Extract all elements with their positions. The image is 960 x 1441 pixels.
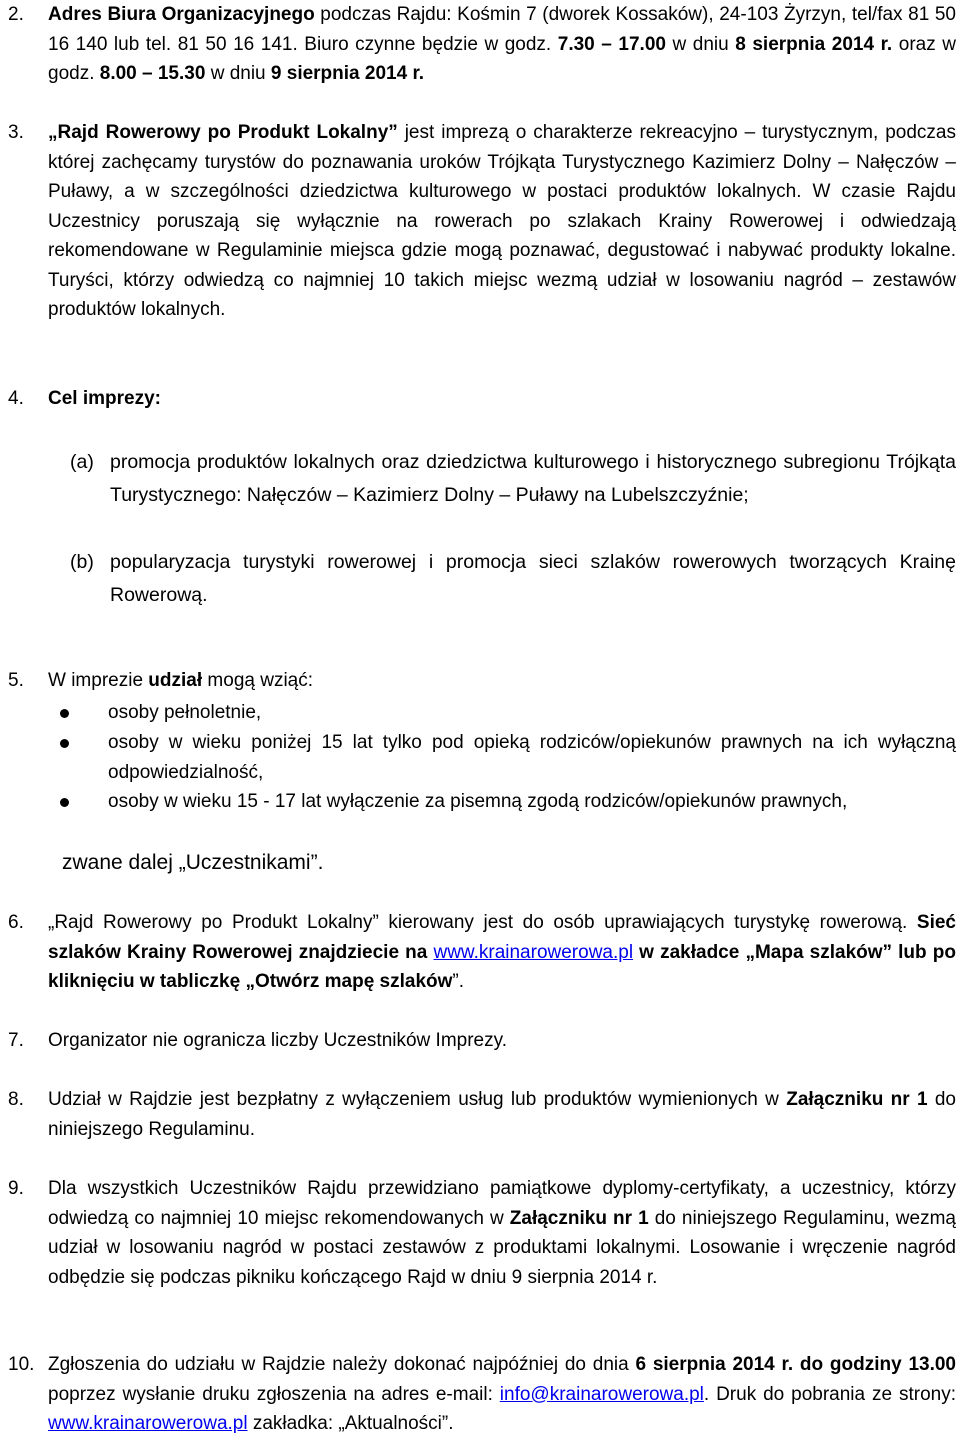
- item-number: 3.: [8, 122, 24, 143]
- sub-text: popularyzacja turystyki rowerowej i promocja sieci szlaków rowerowych tworzących Krainę Rowerową.: [110, 551, 956, 606]
- bold-text: udział: [148, 670, 203, 691]
- bold-text: 9 sierpnia 2014 r.: [270, 63, 425, 84]
- item-4: [8, 384, 956, 414]
- bold-text: Załączniku nr 1: [509, 1207, 649, 1229]
- item-9-text: [48, 1174, 956, 1292]
- bold-text: w zakładce „Mapa szlaków” lub po kliknięciu w tabliczkę „Otwórz mapę szlaków: [48, 941, 956, 992]
- item-8: [8, 1085, 956, 1144]
- bold-text: 7.30 – 17.00: [557, 33, 666, 55]
- item-10-text: [48, 1350, 956, 1439]
- bold-text: Adres Biura Organizacyjnego: [48, 4, 315, 25]
- text: w dniu: [665, 33, 736, 55]
- item-number: 10.: [8, 1354, 35, 1375]
- text: Udział w Rajdzie jest bezpłatny z wyłączeniem usług lub produktów wymienionych w: [48, 1089, 787, 1110]
- text: w dniu: [205, 63, 271, 84]
- item-4-title: [48, 384, 956, 414]
- item-2-text: [48, 0, 956, 89]
- bullet-item: [60, 698, 956, 728]
- item-5-text: [48, 666, 956, 696]
- bullet-icon: [60, 798, 69, 807]
- bullet-text: osoby w wieku poniżej 15 lat tylko pod opieką rodziców/opiekunów prawnych na ich wyłączną odpowiedzialność,: [108, 732, 956, 783]
- item-number: 2.: [8, 4, 24, 25]
- item-9: [8, 1174, 956, 1292]
- item-6-text: [48, 908, 956, 997]
- text: „Rajd Rowerowy po Produkt Lokalny” kierowany jest do osób uprawiających turystykę rowerową.: [48, 912, 917, 933]
- email-link[interactable]: info@krainarowerowa.pl: [499, 1383, 704, 1405]
- website-link[interactable]: www.krainarowerowa.pl: [48, 1413, 248, 1434]
- text: Dla wszystkich Uczestników Rajdu przewidziano pamiątkowe dyplomy-certyfikaty, a uczestnicy, którzy odwiedzą co najmniej 10 miejsc rekomendowanych w: [48, 1178, 956, 1229]
- text: podczas Rajdu: Kośmin 7 (dworek Kossaków), 24-103 Żyrzyn, tel/fax 81 50 16 140 lub tel. 81 50 16 141. Biuro czynne będzie w godz.: [48, 4, 956, 55]
- sub-item-a: [70, 446, 956, 512]
- item-number: 6.: [8, 912, 24, 933]
- text: do niniejszego Regulaminu.: [48, 1089, 956, 1140]
- bullet-icon: [60, 709, 69, 718]
- item-number: 7.: [8, 1030, 24, 1051]
- text: zakładka: „Aktualności”.: [247, 1413, 454, 1434]
- bold-text: 8.00 – 15.30: [99, 63, 206, 84]
- bold-text: „Rajd Rowerowy po Produkt Lokalny”: [48, 122, 398, 143]
- text: mogą wziąć:: [202, 670, 314, 691]
- item-5: [8, 666, 956, 696]
- item-7-text: Organizator nie ogranicza liczby Uczestników Imprezy.: [48, 1030, 507, 1051]
- participants-note: zwane dalej „Uczestnikami”.: [62, 851, 324, 874]
- website-link[interactable]: www.krainarowerowa.pl: [433, 941, 634, 963]
- item-10: [8, 1350, 956, 1439]
- item-3-text: [48, 118, 956, 325]
- item-6: [8, 908, 956, 997]
- item-7: [8, 1026, 956, 1056]
- text: poprzez wysłanie druku zgłoszenia na adres e-mail:: [48, 1383, 500, 1405]
- item-number: 4.: [8, 388, 24, 409]
- bold-text: 8 sierpnia 2014 r.: [735, 33, 893, 55]
- sub-label: (b): [70, 551, 94, 573]
- section-title: Cel imprezy:: [48, 388, 161, 409]
- text: oraz w godz.: [48, 33, 956, 84]
- bullet-item: [60, 728, 956, 787]
- text: Zgłoszenia do udziału w Rajdzie należy dokonać najpóźniej do dnia: [48, 1354, 636, 1375]
- text: . Druk do pobrania ze strony:: [703, 1383, 956, 1405]
- sub-label: (a): [70, 451, 94, 473]
- bullet-text: osoby pełnoletnie,: [108, 702, 262, 723]
- bullet-item: [60, 787, 956, 817]
- text: jest imprezą o charakterze rekreacyjno – turystycznym, podczas której zachęcamy turystów do poznawania uroków Trójkąta Turystycznego Kazimierz Dolny – Nałęczów – Puławy, a w szczególności dziedzictwa kulturowego w postaci produktów lokalnych. W czasie Rajdu Uczestnicy poruszają się wyłącznie na rowerach po szlakach Krainy Rowerowej i odwiedzają rekomendowane w Regulaminie miejsca gdzie mogą poznawać, degustować i nabywać produkty lokalne. Turyści, którzy odwiedzą co najmniej 10 takich miejsc wezmą udział w losowaniu nagród – zestawów produktów lokalnych.: [48, 122, 956, 320]
- bold-text: Załączniku nr 1: [786, 1089, 928, 1110]
- item-number: 9.: [8, 1178, 24, 1199]
- bold-text: Sieć szlaków Krainy Rowerowej znajdziecie na: [48, 912, 956, 963]
- bullet-text: osoby w wieku 15 - 17 lat wyłączenie za pisemną zgodą rodziców/opiekunów prawnych,: [108, 791, 848, 812]
- bullet-icon: [60, 739, 69, 748]
- item-8-text: [48, 1085, 956, 1144]
- item-3: [8, 118, 956, 325]
- sub-text: promocja produktów lokalnych oraz dziedzictwa kulturowego i historycznego subregionu Trójkąta Turystycznego: Nałęczów – Kazimierz Dolny – Puławy na Lubelszczyźnie;: [110, 451, 956, 506]
- text: W imprezie: [48, 670, 149, 691]
- item-2: [8, 0, 956, 89]
- item-number: 5.: [8, 670, 24, 691]
- text: ”.: [452, 971, 465, 992]
- item-number: 8.: [8, 1089, 24, 1110]
- sub-item-b: [70, 546, 956, 612]
- text: do niniejszego Regulaminu, wezmą udział w losowaniu nagród w postaci zestawów z produktami lokalnymi. Losowanie i wręczenie nagród odbędzie się podczas pikniku kończącego Rajd w dniu 9 sierpnia 2014 r.: [48, 1207, 956, 1288]
- bold-text: 6 sierpnia 2014 r. do godziny 13.00: [635, 1354, 956, 1375]
